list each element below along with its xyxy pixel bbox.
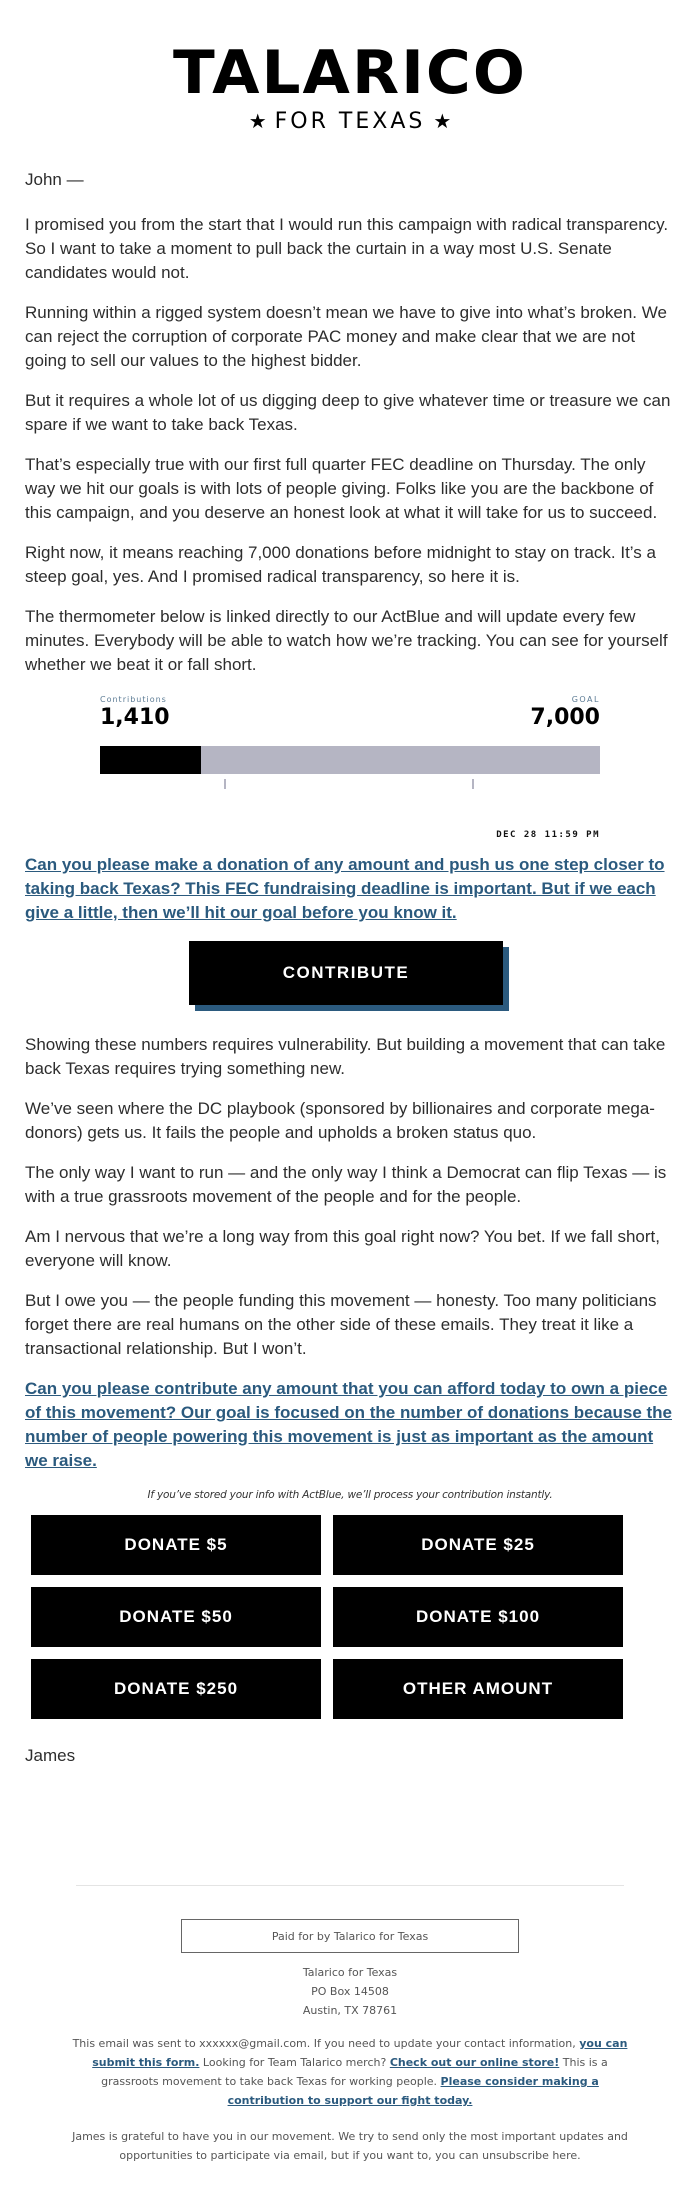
contribute-button-wrapper (189, 941, 511, 1013)
mailing-address (0, 1963, 700, 2020)
deadline-label: DEC 28 11:59 PM (496, 830, 600, 840)
donation-thermometer[interactable] (100, 693, 600, 843)
progress-track (100, 746, 600, 774)
paragraph: Right now, it means reaching 7,000 donations before midnight to stay on track. It’s a steep goal, yes. And I promised radical transparency, so here it is. (25, 543, 656, 586)
paragraph: The only way I want to run — and the only way I think a Democrat can flip Texas — is with a true grassroots movement of the people and for the people. (25, 1163, 667, 1206)
legal-text: This email was sent to xxxxxx@gmail.com. If you need to update your contact information, (72, 2037, 580, 2050)
address-line: PO Box 14508 (311, 1985, 389, 1998)
email-body (0, 168, 700, 1473)
paragraph: We’ve seen where the DC playbook (sponsored by billionaires and corporate mega-donors) gets us. It fails the people and upholds a broken status quo. (25, 1099, 655, 1142)
goal-value: 7,000 (530, 705, 600, 730)
update-contact-link[interactable]: you can submit this form. (92, 2037, 628, 2069)
actblue-note: If you’ve stored your info with ActBlue, we’ll process your contribution instantly. (147, 1489, 553, 1501)
star-icon: ★ (248, 109, 267, 133)
progress-tick (472, 779, 474, 789)
contributions-label: Contributions (100, 695, 167, 704)
paragraph: The thermometer below is linked directly to our ActBlue and will update every few minutes. Everybody will be able to watch how we’re tracking. You can see for yourself whether we beat it or fall short. (25, 607, 668, 674)
campaign-logo (0, 0, 700, 168)
logo-wordmark: TALARICO (173, 38, 527, 108)
contribute-link[interactable]: Can you please contribute any amount that you can afford today to own a piece of this movement? Our goal is focused on the number of donations because the number of people powering this movement is just as important as the amount we raise. (25, 1379, 673, 1470)
greeting: John — (25, 170, 84, 189)
footer-contribute-link[interactable]: Please consider making a contribution to support our fight today. (227, 2075, 599, 2107)
online-store-link[interactable]: Check out our online store! (389, 2056, 560, 2069)
paragraph: But I owe you — the people funding this movement — honesty. Too many politicians forget there are real humans on the other side of these emails. They treat it like a transactional relationship. But I won’t. (25, 1291, 657, 1358)
goal-label: GOAL (571, 695, 600, 704)
footer-divider (76, 1885, 624, 1886)
donate-100-button[interactable]: DONATE $100 (333, 1587, 623, 1647)
unsubscribe-notice[interactable]: James is grateful to have you in our movement. We try to send only the most important updates and opportunities to participate via email, but if you want to, you can unsubscribe here. (72, 2130, 628, 2162)
legal-notice (0, 2034, 700, 2110)
logo-subtitle-text: FOR TEXAS (274, 109, 426, 134)
logo-subtitle (0, 106, 700, 137)
star-icon: ★ (433, 109, 452, 133)
contribute-button[interactable]: CONTRIBUTE (189, 941, 503, 1005)
paragraph: Running within a rigged system doesn’t mean we have to give into what’s broken. We can reject the corruption of corporate PAC money and make clear that we are not going to sell our values to the highest bidder. (25, 303, 667, 370)
address-line: Austin, TX 78761 (302, 2004, 398, 2017)
progress-fill (100, 746, 201, 774)
legal-text: Looking for Team Talarico merch? (199, 2056, 390, 2069)
donate-button-grid (31, 1515, 623, 1719)
paragraph: Am I nervous that we’re a long way from this goal right now? You bet. If we fall short, everyone will know. (25, 1227, 660, 1270)
signoff: James (25, 1746, 76, 1765)
donate-250-button[interactable]: DONATE $250 (31, 1659, 321, 1719)
donate-25-button[interactable]: DONATE $25 (333, 1515, 623, 1575)
progress-tick (224, 779, 226, 789)
paid-for-disclaimer: Paid for by Talarico for Texas (181, 1919, 519, 1953)
paragraph: I promised you from the start that I would run this campaign with radical transparency. So I want to take a moment to pull back the curtain in a way most U.S. Senate candidates would not. (25, 215, 669, 282)
footer (0, 1885, 700, 2165)
donate-link[interactable]: Can you please make a donation of any amount and push us one step closer to taking back Texas? This FEC fundraising deadline is important. But if we each give a little, then we’ll hit our goal before you know it. (25, 855, 665, 922)
paragraph: Showing these numbers requires vulnerability. But building a movement that can take back Texas requires trying something new. (25, 1035, 666, 1078)
paragraph: But it requires a whole lot of us digging deep to give whatever time or treasure we can spare if we want to take back Texas. (25, 391, 671, 434)
address-line: Talarico for Texas (302, 1966, 398, 1979)
contributions-count: 1,410 (100, 705, 170, 730)
legal-text: This is a grassroots movement to take back Texas for working people. (101, 2056, 608, 2088)
paragraph: That’s especially true with our first full quarter FEC deadline on Thursday. The only way we hit our goals is with lots of people giving. Folks like you are the backbone of this campaign, and you deserve an honest look at what it will take for us to succeed. (25, 455, 658, 522)
donate-5-button[interactable]: DONATE $5 (31, 1515, 321, 1575)
donate-50-button[interactable]: DONATE $50 (31, 1587, 321, 1647)
other-amount-button[interactable]: OTHER AMOUNT (333, 1659, 623, 1719)
